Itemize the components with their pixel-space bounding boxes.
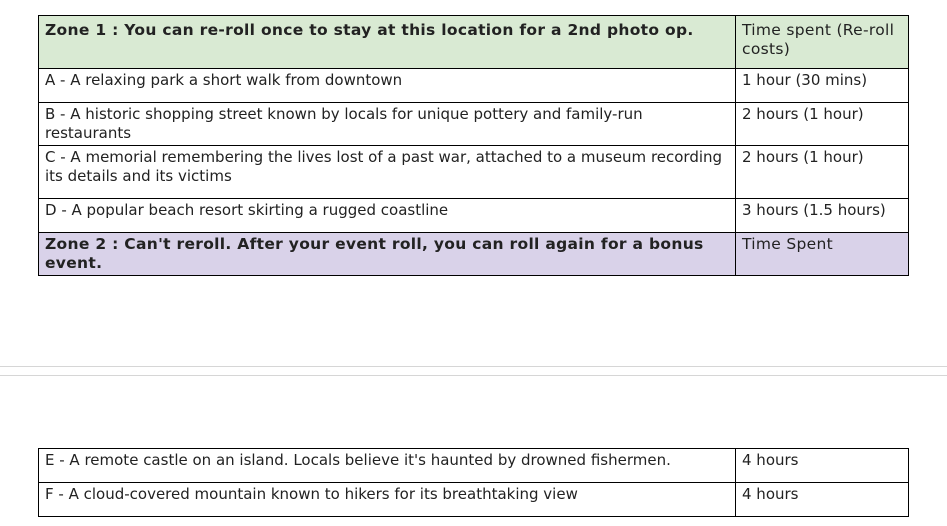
locations-table-page2: [38, 448, 909, 517]
location-description: E - A remote castle on an island. Locals believe it's haunted by drowned fishermen.: [39, 449, 736, 483]
location-time: 4 hours: [736, 449, 909, 483]
page-break-divider: [0, 375, 947, 376]
table-row: [39, 69, 909, 103]
table-row: [39, 103, 909, 146]
location-time: 4 hours: [736, 483, 909, 517]
zone1-title: Zone 1 : You can re-roll once to stay at this location for a 2nd photo op.: [39, 16, 736, 69]
location-description: F - A cloud-covered mountain known to hikers for its breathtaking view: [39, 483, 736, 517]
table-row: [39, 449, 909, 483]
zone2-header-row: [39, 233, 909, 276]
page-break-divider: [0, 366, 947, 367]
location-description: A - A relaxing park a short walk from downtown: [39, 69, 736, 103]
location-description: C - A memorial remembering the lives lost of a past war, attached to a museum recording its details and its victims: [39, 146, 736, 199]
zone1-header-row: [39, 16, 909, 69]
locations-table-page1: [38, 15, 909, 276]
table-row: [39, 199, 909, 233]
zone2-title: Zone 2 : Can't reroll. After your event roll, you can roll again for a bonus event.: [39, 233, 736, 276]
location-time: 2 hours (1 hour): [736, 146, 909, 199]
location-time: 2 hours (1 hour): [736, 103, 909, 146]
location-description: D - A popular beach resort skirting a rugged coastline: [39, 199, 736, 233]
location-description: B - A historic shopping street known by locals for unique pottery and family-run restaurants: [39, 103, 736, 146]
location-time: 3 hours (1.5 hours): [736, 199, 909, 233]
location-time: 1 hour (30 mins): [736, 69, 909, 103]
time-spent-header: Time spent (Re-roll costs): [736, 16, 909, 69]
time-spent-header: Time Spent: [736, 233, 909, 276]
table-row: [39, 146, 909, 199]
table-row: [39, 483, 909, 517]
